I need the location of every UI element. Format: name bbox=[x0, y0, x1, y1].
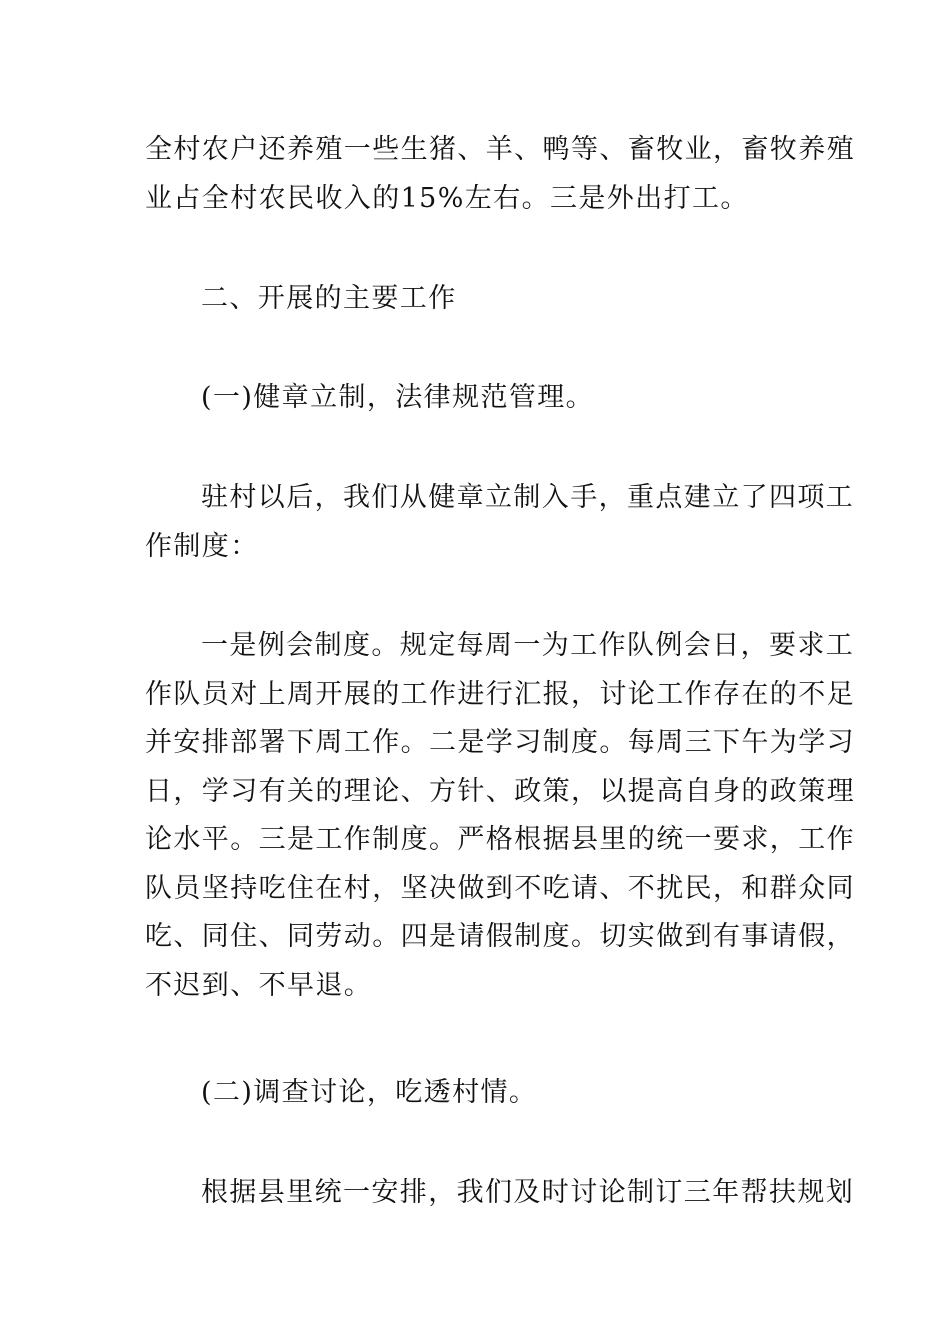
text-line: 论水平。三是工作制度。严格根据县里的统一要求，工作 bbox=[145, 824, 855, 855]
heading-text: (一)健章立制，法律规范管理。 bbox=[201, 382, 595, 413]
text-line: 队员坚持吃住在村，坚决做到不吃请、不扰民，和群众同 bbox=[145, 872, 855, 904]
text-line: 日，学习有关的理论、方针、政策，以提高自身的政策理 bbox=[145, 775, 855, 807]
text-line: 并安排部署下周工作。二是学习制度。每周三下午为学习 bbox=[145, 727, 855, 758]
paragraph-livestock bbox=[145, 126, 855, 223]
text-line: 一是例会制度。规定每周一为工作队例会日，要求工 bbox=[201, 630, 855, 661]
subsection-heading bbox=[145, 1069, 810, 1118]
section-heading bbox=[145, 275, 810, 324]
paragraph-systems-detail bbox=[145, 622, 855, 1010]
text-line: 驻村以后，我们从健章立制入手，重点建立了四项工 bbox=[201, 482, 855, 513]
text-line: 作队员对上周开展的工作进行汇报，讨论工作存在的不足 bbox=[145, 678, 855, 710]
subsection-heading bbox=[145, 374, 810, 423]
text-line: 全村农户还养殖一些生猪、羊、鸭等、畜牧业，畜牧养殖 bbox=[145, 134, 855, 165]
paragraph-intro-systems bbox=[145, 474, 855, 571]
heading-text: (二)调查讨论，吃透村情。 bbox=[201, 1077, 538, 1108]
text-line: 根据县里统一安排，我们及时讨论制订三年帮扶规划 bbox=[201, 1177, 855, 1208]
text-line: 吃、同住、同劳动。四是请假制度。切实做到有事请假， bbox=[145, 921, 855, 952]
text-line: 不迟到、不早退。 bbox=[145, 969, 373, 1001]
text-line: 作制度： bbox=[145, 530, 259, 562]
heading-text: 二、开展的主要工作 bbox=[201, 283, 457, 314]
paragraph-planning bbox=[145, 1169, 855, 1218]
text-line: 业占全村农民收入的15%左右。三是外出打工。 bbox=[145, 182, 749, 214]
